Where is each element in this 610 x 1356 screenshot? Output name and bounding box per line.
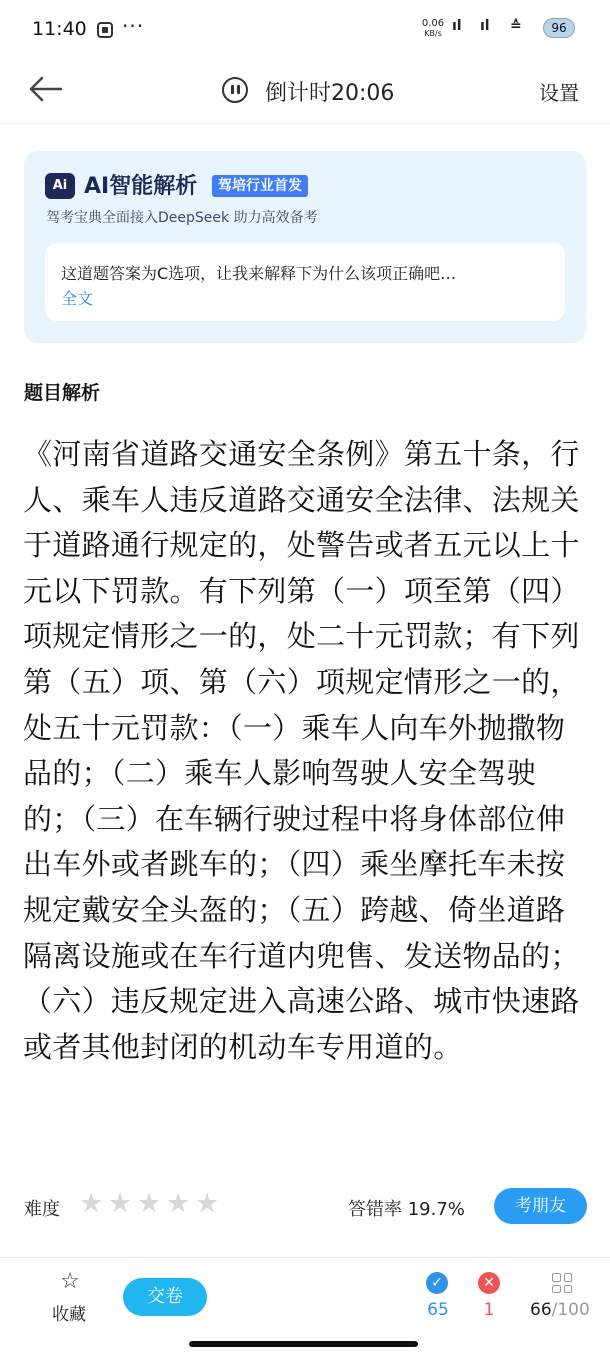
check-icon: ✓ bbox=[426, 1272, 448, 1294]
ai-analysis-card[interactable] bbox=[24, 151, 586, 343]
submit-exam-button[interactable]: 交卷 bbox=[123, 1278, 207, 1316]
status-bar bbox=[0, 0, 610, 60]
signal-icon: ıl bbox=[452, 18, 462, 34]
settings-button[interactable]: 设置 bbox=[539, 81, 579, 105]
ask-friend-button[interactable]: 考朋友 bbox=[494, 1188, 587, 1224]
error-rate: 答错率 19.7% bbox=[348, 1199, 465, 1220]
star-icon: ★ bbox=[166, 1188, 191, 1219]
star-outline-icon[interactable]: ☆ bbox=[60, 1269, 80, 1294]
star-icon: ★ bbox=[108, 1188, 133, 1219]
signal-icon-2: ıl bbox=[480, 18, 490, 34]
ai-card-subtitle: 驾考宝典全面接入DeepSeek 助力高效备考 bbox=[46, 210, 318, 226]
more-notifications-icon: ··· bbox=[122, 14, 145, 38]
top-nav-bar bbox=[0, 60, 610, 124]
ai-answer-preview: 这道题答案为C选项，让我来解释下为什么该项正确吧… bbox=[61, 264, 457, 283]
full-text-link[interactable]: 全文 bbox=[61, 289, 94, 308]
wifi-icon: ≙ bbox=[510, 18, 522, 34]
question-progress[interactable] bbox=[530, 1300, 590, 1320]
analysis-body-text: 《河南省道路交通安全条例》第五十条，行人、乘车人违反道路交通安全法律、法规关于道路通行规定的，处警告或者五元以上十元以下罚款。有下列第（一）项至第（四）项规定情形之一的，处二十元罚款；有下列第（五）项、第（六）项规定情形之一的，处五十元罚款：（一）乘车人向车外抛撒物品的；（二）乘车人影响驾驶人安全驾驶的；（三）在车辆行驶过程中将身体部位伸出车外或者跳车的；（四）乘坐摩托车未按规定戴安全头盔的；（五）跨越、倚坐道路隔离设施或在车行道内兜售、发送物品的；（六）违反规定进入高速公路、城市快速路或者其他封闭的机动车专用道的。 bbox=[23, 437, 580, 1064]
star-icon: ★ bbox=[195, 1188, 220, 1219]
ai-logo-icon: Ai bbox=[45, 173, 75, 199]
difficulty-stars bbox=[79, 1190, 222, 1217]
network-speed-value: 0.06 bbox=[421, 18, 445, 29]
correct-count: 65 bbox=[427, 1300, 449, 1320]
battery-icon: 96 bbox=[543, 18, 575, 38]
bottom-action-bar bbox=[0, 1257, 610, 1356]
star-icon: ★ bbox=[137, 1188, 162, 1219]
app-notification-icon bbox=[97, 22, 113, 38]
status-time: 11:40 bbox=[32, 18, 87, 40]
difficulty-label: 难度 bbox=[24, 1199, 60, 1220]
ai-answer-box[interactable] bbox=[45, 243, 565, 321]
network-speed bbox=[420, 19, 446, 39]
back-arrow-icon[interactable] bbox=[28, 74, 64, 104]
star-icon: ★ bbox=[79, 1188, 104, 1219]
countdown-timer: 倒计时20:06 bbox=[265, 81, 395, 106]
ai-card-badge: 驾培行业首发 bbox=[212, 175, 308, 197]
ai-card-title: AI智能解析 bbox=[84, 174, 198, 199]
total-questions: /100 bbox=[551, 1300, 590, 1320]
home-indicator[interactable] bbox=[189, 1341, 418, 1347]
analysis-section-title: 题目解析 bbox=[24, 382, 101, 404]
wrong-count: 1 bbox=[483, 1300, 495, 1320]
cross-icon: ✕ bbox=[478, 1272, 500, 1294]
question-grid-icon[interactable] bbox=[552, 1273, 572, 1293]
current-question: 66 bbox=[530, 1300, 552, 1320]
pause-icon[interactable] bbox=[222, 77, 248, 103]
network-speed-unit: KB/s bbox=[424, 29, 442, 38]
favorite-label[interactable]: 收藏 bbox=[52, 1305, 86, 1325]
